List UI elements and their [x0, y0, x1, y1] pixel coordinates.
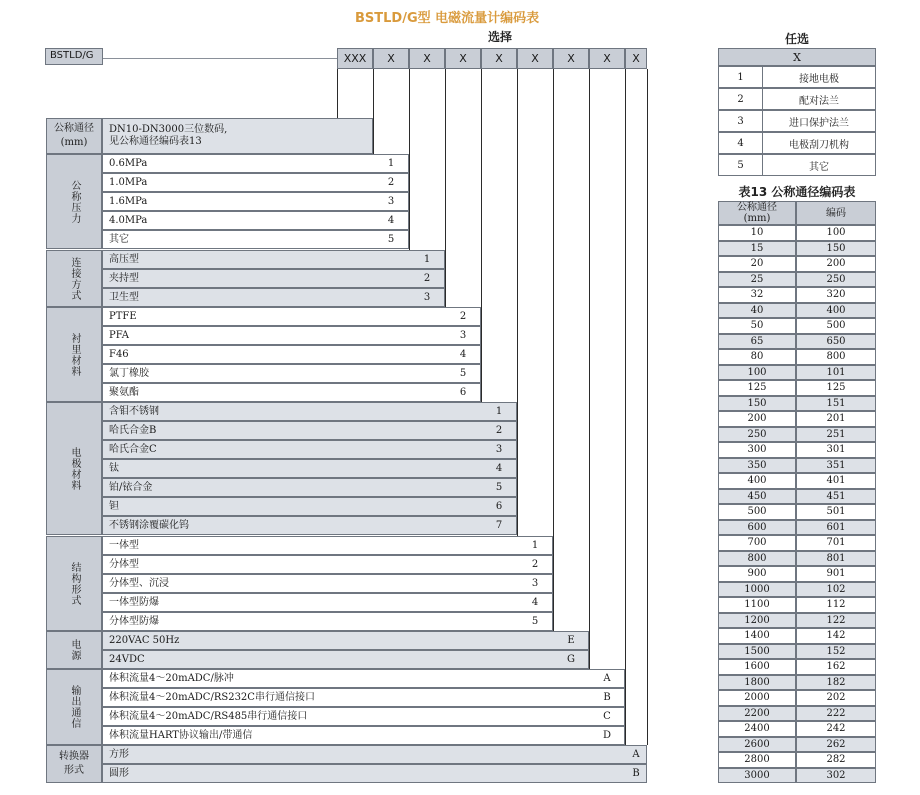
table13-code-cell: 400	[796, 303, 876, 319]
option-code: 2	[531, 559, 539, 570]
option-row	[102, 118, 373, 154]
table13-code-cell: 151	[796, 396, 876, 412]
code-column-header: X	[409, 48, 445, 69]
table13-code-cell: 162	[796, 659, 876, 675]
table13-diameter-cell: 100	[718, 365, 796, 381]
option-code: 2	[495, 425, 503, 436]
option-row	[102, 516, 517, 535]
option-number: 4	[718, 132, 762, 154]
table13-diameter-cell: 15	[718, 241, 796, 257]
table13-code-cell: 125	[796, 380, 876, 396]
table13-code-cell: 901	[796, 566, 876, 582]
option-text: 不锈钢涂覆碳化钨	[109, 519, 189, 531]
option-text: 1.0MPa	[109, 176, 148, 188]
option-row	[102, 288, 445, 307]
connector-line	[625, 69, 626, 745]
table13-code-cell: 302	[796, 768, 876, 784]
option-text: 一体型防爆	[109, 596, 159, 608]
code-column-header: X	[553, 48, 589, 69]
option-text: 方形	[109, 748, 129, 760]
option-text: 钛	[109, 462, 119, 474]
option-row	[102, 478, 517, 497]
option-name: 配对法兰	[762, 88, 876, 110]
table13-diameter-cell: 200	[718, 411, 796, 427]
option-text: 4.0MPa	[109, 214, 148, 226]
option-number: 1	[718, 66, 762, 88]
group-label-connection: 连接方式	[46, 250, 102, 307]
option-row	[102, 269, 445, 288]
options-title: 任选	[784, 32, 809, 46]
table13-code-cell: 250	[796, 272, 876, 288]
connector-line	[481, 69, 482, 402]
group-label-diameter: 公称通径 (mm)	[46, 118, 102, 154]
option-text: 其它	[109, 233, 129, 245]
table13-diameter-cell: 32	[718, 287, 796, 303]
model-leader-line	[103, 58, 337, 59]
table13-diameter-cell: 20	[718, 256, 796, 272]
table13-diameter-cell: 150	[718, 396, 796, 412]
option-row	[102, 154, 409, 173]
code-column-header: X	[625, 48, 647, 69]
option-code: 3	[423, 292, 431, 303]
option-code: 5	[495, 482, 503, 493]
option-text: 220VAC 50Hz	[109, 634, 180, 646]
option-code: 3	[495, 444, 503, 455]
option-row	[102, 326, 481, 345]
table13-col-code: 编码	[796, 201, 876, 225]
option-code: 4	[531, 597, 539, 608]
code-column-header: X	[373, 48, 409, 69]
code-column-header: X	[445, 48, 481, 69]
group-label-electrode: 电极材料	[46, 402, 102, 535]
options-header: X	[718, 48, 876, 66]
table13-diameter-cell: 500	[718, 504, 796, 520]
option-text: 1.6MPa	[109, 195, 148, 207]
connector-line	[373, 69, 374, 154]
option-code: 4	[495, 463, 503, 474]
option-row	[102, 211, 409, 230]
table13-code-cell: 650	[796, 334, 876, 350]
option-number: 5	[718, 154, 762, 176]
option-text: PFA	[109, 329, 130, 341]
option-number: 3	[718, 110, 762, 132]
connector-line	[553, 69, 554, 631]
option-row	[102, 383, 481, 402]
table13-diameter-cell: 25	[718, 272, 796, 288]
table13-code-cell: 152	[796, 644, 876, 660]
selection-label: 选择	[488, 30, 513, 44]
table13-code-cell: 701	[796, 535, 876, 551]
connector-line	[589, 69, 590, 669]
table13-diameter-cell: 400	[718, 473, 796, 489]
table13-diameter-cell: 700	[718, 535, 796, 551]
option-row	[102, 726, 625, 745]
option-row	[102, 650, 589, 669]
option-text: 分体型、沉浸	[109, 577, 169, 589]
option-number: 2	[718, 88, 762, 110]
table13-diameter-cell: 1100	[718, 597, 796, 613]
option-row	[102, 593, 553, 612]
option-code: 6	[495, 501, 503, 512]
option-row	[102, 402, 517, 421]
table13-code-cell: 182	[796, 675, 876, 691]
option-name: 其它	[762, 154, 876, 176]
table13-code-cell: 262	[796, 737, 876, 753]
table13-code-cell: 150	[796, 241, 876, 257]
table13-code-cell: 102	[796, 582, 876, 598]
table13-diameter-cell: 1800	[718, 675, 796, 691]
option-row	[102, 364, 481, 383]
code-column-header: X	[481, 48, 517, 69]
code-column-header: X	[517, 48, 553, 69]
option-code: 5	[459, 368, 467, 379]
option-code: A	[632, 749, 640, 760]
option-code: 3	[531, 578, 539, 589]
code-column-header: XXX	[337, 48, 373, 69]
table13-code-cell: 202	[796, 690, 876, 706]
table13-code-cell: 401	[796, 473, 876, 489]
table13-code-cell: 601	[796, 520, 876, 536]
table13-code-cell: 242	[796, 721, 876, 737]
option-text: 卫生型	[109, 291, 139, 303]
option-name: 进口保护法兰	[762, 110, 876, 132]
option-code: 7	[495, 520, 503, 531]
option-code: B	[632, 768, 640, 779]
option-code: 4	[459, 349, 467, 360]
table13-code-cell: 251	[796, 427, 876, 443]
option-text: PTFE	[109, 310, 137, 322]
option-row	[102, 745, 647, 764]
option-text: 高压型	[109, 253, 139, 265]
table13-diameter-cell: 65	[718, 334, 796, 350]
table13-col-diameter: 公称通径 (mm)	[718, 201, 796, 225]
table13-diameter-cell: 1200	[718, 613, 796, 629]
table13-diameter-cell: 125	[718, 380, 796, 396]
table13-code-cell: 282	[796, 752, 876, 768]
table13-code-cell: 801	[796, 551, 876, 567]
option-text: 体积流量HART协议输出/带通信	[109, 729, 253, 741]
option-row	[102, 574, 553, 593]
table13-diameter-cell: 600	[718, 520, 796, 536]
table13-code-cell: 500	[796, 318, 876, 334]
option-row	[102, 555, 553, 574]
option-code: 2	[423, 273, 431, 284]
connector-line	[445, 69, 446, 307]
table13-code-cell: 800	[796, 349, 876, 365]
option-text: 聚氨酯	[109, 386, 139, 398]
connector-line	[647, 69, 648, 745]
table13-diameter-cell: 3000	[718, 768, 796, 784]
option-text: 哈氏合金C	[109, 443, 157, 455]
option-name: 电极刮刀机构	[762, 132, 876, 154]
connector-line	[409, 69, 410, 250]
option-code: 5	[531, 616, 539, 627]
table13-diameter-cell: 2600	[718, 737, 796, 753]
option-row	[102, 497, 517, 516]
option-text: 0.6MPa	[109, 157, 148, 169]
option-code: 2	[459, 311, 467, 322]
table13-diameter-cell: 250	[718, 427, 796, 443]
group-label-lining: 衬里材料	[46, 307, 102, 402]
option-code: 1	[423, 254, 431, 265]
option-text: 含钼不锈钢	[109, 405, 159, 417]
table13-diameter-cell: 800	[718, 551, 796, 567]
option-text: 体积流量4～20mADC/脉冲	[109, 672, 234, 684]
option-row	[102, 307, 481, 326]
option-text: DN10-DN3000三位数码, 见公称通径编码表13	[109, 124, 228, 147]
option-code: 4	[387, 215, 395, 226]
option-text: 铂/铱合金	[109, 481, 153, 493]
table13-diameter-cell: 2000	[718, 690, 796, 706]
option-row	[102, 345, 481, 364]
table13-code-cell: 142	[796, 628, 876, 644]
option-text: 体积流量4～20mADC/RS485串行通信接口	[109, 710, 308, 722]
table13-title: 表13 公称通径编码表	[738, 185, 856, 199]
table13-diameter-cell: 2800	[718, 752, 796, 768]
option-code: G	[567, 654, 575, 665]
table13-code-cell: 122	[796, 613, 876, 629]
table13-diameter-cell: 2400	[718, 721, 796, 737]
option-row	[102, 612, 553, 631]
option-text: 氯丁橡胶	[109, 367, 149, 379]
option-code: A	[603, 673, 611, 684]
connector-line	[337, 69, 338, 118]
connector-line	[517, 69, 518, 536]
table13-code-cell: 201	[796, 411, 876, 427]
model-label: BSTLD/G	[45, 48, 103, 65]
option-name: 接地电极	[762, 66, 876, 88]
table13-diameter-cell: 1000	[718, 582, 796, 598]
table13-code-cell: 222	[796, 706, 876, 722]
option-row	[102, 459, 517, 478]
table13-code-cell: 301	[796, 442, 876, 458]
option-code: 1	[387, 158, 395, 169]
option-code: E	[567, 635, 575, 646]
option-text: 哈氏合金B	[109, 424, 157, 436]
option-text: 分体型	[109, 558, 139, 570]
table13-diameter-cell: 2200	[718, 706, 796, 722]
option-row	[102, 173, 409, 192]
option-code: 2	[387, 177, 395, 188]
option-row	[102, 764, 647, 783]
group-label-structure: 结构形式	[46, 536, 102, 631]
table13-code-cell: 351	[796, 458, 876, 474]
table13-diameter-cell: 40	[718, 303, 796, 319]
code-column-header: X	[589, 48, 625, 69]
table13-diameter-cell: 450	[718, 489, 796, 505]
group-label-pressure: 公称压力	[46, 154, 102, 249]
page-title: BSTLD/G型 电磁流量计编码表	[355, 11, 540, 26]
option-code: 1	[531, 540, 539, 551]
table13-diameter-cell: 50	[718, 318, 796, 334]
option-row	[102, 669, 625, 688]
option-text: 夹持型	[109, 272, 139, 284]
option-row	[102, 230, 409, 249]
table13-code-cell: 320	[796, 287, 876, 303]
table13-code-cell: 101	[796, 365, 876, 381]
option-row	[102, 631, 589, 650]
table13-diameter-cell: 350	[718, 458, 796, 474]
table13-diameter-cell: 1600	[718, 659, 796, 675]
option-row	[102, 421, 517, 440]
option-row	[102, 536, 553, 555]
table13-code-cell: 451	[796, 489, 876, 505]
option-code: 3	[387, 196, 395, 207]
option-row	[102, 707, 625, 726]
option-row	[102, 440, 517, 459]
option-text: F46	[109, 348, 129, 360]
option-row	[102, 192, 409, 211]
table13-code-cell: 200	[796, 256, 876, 272]
option-code: 3	[459, 330, 467, 341]
option-text: 一体型	[109, 539, 139, 551]
table13-diameter-cell: 900	[718, 566, 796, 582]
table13-diameter-cell: 300	[718, 442, 796, 458]
option-text: 钽	[109, 500, 119, 512]
group-label-output: 输出通信	[46, 669, 102, 745]
table13-code-cell: 112	[796, 597, 876, 613]
option-text: 体积流量4～20mADC/RS232C串行通信接口	[109, 691, 315, 703]
option-code: C	[603, 711, 611, 722]
option-code: 6	[459, 387, 467, 398]
option-code: B	[603, 692, 611, 703]
table13-code-cell: 100	[796, 225, 876, 241]
option-text: 圆形	[109, 767, 129, 779]
table13-diameter-cell: 80	[718, 349, 796, 365]
option-code: 5	[387, 234, 395, 245]
group-label-power: 电源	[46, 631, 102, 669]
option-code: 1	[495, 406, 503, 417]
table13-diameter-cell: 1400	[718, 628, 796, 644]
option-text: 分体型防爆	[109, 615, 159, 627]
option-row	[102, 250, 445, 269]
option-row	[102, 688, 625, 707]
option-text: 24VDC	[109, 653, 145, 665]
table13-diameter-cell: 10	[718, 225, 796, 241]
table13-diameter-cell: 1500	[718, 644, 796, 660]
group-label-converter: 转换器 形式	[46, 745, 102, 783]
option-code: D	[602, 730, 612, 741]
table13-code-cell: 501	[796, 504, 876, 520]
